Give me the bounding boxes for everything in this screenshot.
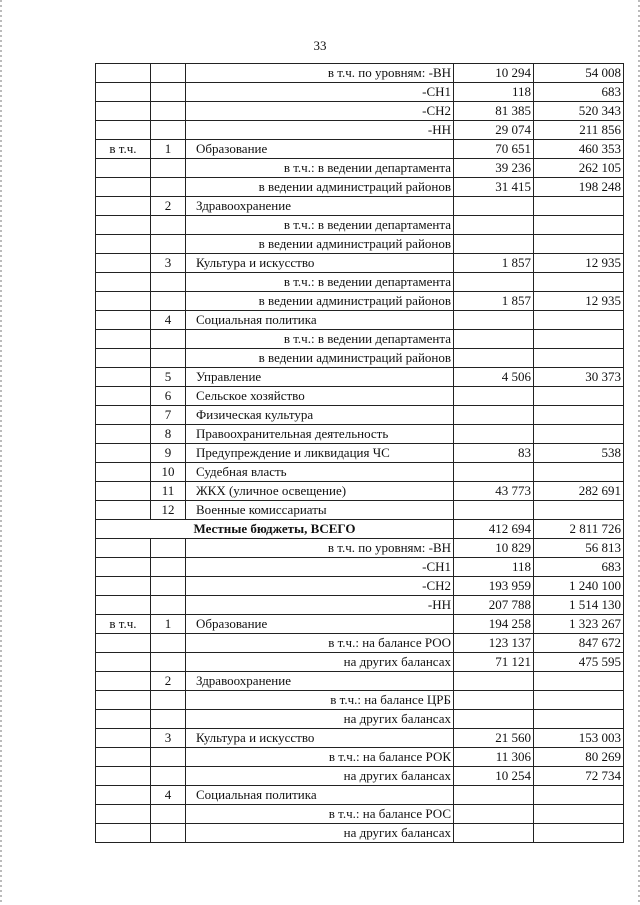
table-row xyxy=(96,767,624,786)
row-value-1 xyxy=(454,691,534,710)
row-number xyxy=(151,767,186,786)
row-label: Физическая культура xyxy=(186,406,454,425)
row-value-2: 262 105 xyxy=(534,159,624,178)
row-value-1: 193 959 xyxy=(454,577,534,596)
table-row xyxy=(96,83,624,102)
table-row xyxy=(96,596,624,615)
row-label: -СН2 xyxy=(186,577,454,596)
row-number xyxy=(151,121,186,140)
row-value-1: 10 294 xyxy=(454,64,534,83)
row-prefix xyxy=(96,425,151,444)
row-label: в ведении администраций районов xyxy=(186,178,454,197)
row-value-1 xyxy=(454,311,534,330)
table-row xyxy=(96,387,624,406)
table-row xyxy=(96,691,624,710)
row-value-2 xyxy=(534,387,624,406)
row-label: на других балансах xyxy=(186,710,454,729)
row-prefix xyxy=(96,121,151,140)
row-number xyxy=(151,83,186,102)
row-value-2 xyxy=(534,235,624,254)
table-row xyxy=(96,444,624,463)
row-value-2 xyxy=(534,501,624,520)
table-row xyxy=(96,368,624,387)
row-value-2: 460 353 xyxy=(534,140,624,159)
row-prefix xyxy=(96,539,151,558)
row-value-2 xyxy=(534,311,624,330)
table-row xyxy=(96,501,624,520)
row-value-1 xyxy=(454,273,534,292)
row-value-2: 12 935 xyxy=(534,292,624,311)
row-value-1: 83 xyxy=(454,444,534,463)
row-prefix xyxy=(96,254,151,273)
row-number: 4 xyxy=(151,311,186,330)
row-value-1: 10 829 xyxy=(454,539,534,558)
table-row xyxy=(96,710,624,729)
row-value-1: 1 857 xyxy=(454,254,534,273)
row-prefix xyxy=(96,64,151,83)
row-value-1: 412 694 xyxy=(454,520,534,539)
row-value-1: 207 788 xyxy=(454,596,534,615)
row-value-2 xyxy=(534,786,624,805)
row-value-1 xyxy=(454,672,534,691)
row-number xyxy=(151,539,186,558)
row-number: 6 xyxy=(151,387,186,406)
row-prefix xyxy=(96,501,151,520)
row-prefix xyxy=(96,672,151,691)
row-value-2: 683 xyxy=(534,558,624,577)
row-label: в т.ч. по уровням: -ВН xyxy=(186,539,454,558)
row-prefix xyxy=(96,748,151,767)
row-prefix xyxy=(96,577,151,596)
row-prefix xyxy=(96,805,151,824)
row-prefix xyxy=(96,463,151,482)
row-value-1 xyxy=(454,330,534,349)
table-row xyxy=(96,463,624,482)
row-value-2 xyxy=(534,805,624,824)
row-value-1: 118 xyxy=(454,558,534,577)
row-value-2 xyxy=(534,406,624,425)
row-label: Образование xyxy=(186,140,454,159)
row-prefix xyxy=(96,311,151,330)
row-value-2: 12 935 xyxy=(534,254,624,273)
row-value-2: 475 595 xyxy=(534,653,624,672)
row-value-1 xyxy=(454,406,534,425)
row-value-2: 282 691 xyxy=(534,482,624,501)
row-value-1 xyxy=(454,235,534,254)
row-value-1: 71 121 xyxy=(454,653,534,672)
table-row xyxy=(96,786,624,805)
row-prefix xyxy=(96,710,151,729)
row-prefix: в т.ч. xyxy=(96,140,151,159)
row-value-2 xyxy=(534,216,624,235)
table-row xyxy=(96,330,624,349)
row-label: Культура и искусство xyxy=(186,729,454,748)
row-number: 7 xyxy=(151,406,186,425)
row-prefix xyxy=(96,368,151,387)
row-value-1: 1 857 xyxy=(454,292,534,311)
row-prefix xyxy=(96,596,151,615)
table-row xyxy=(96,311,624,330)
row-label: Предупреждение и ликвидация ЧС xyxy=(186,444,454,463)
row-value-1 xyxy=(454,387,534,406)
row-value-1 xyxy=(454,824,534,843)
row-value-2 xyxy=(534,824,624,843)
row-number xyxy=(151,159,186,178)
row-value-1 xyxy=(454,349,534,368)
row-label: в т.ч.: в ведении департамента xyxy=(186,273,454,292)
row-prefix xyxy=(96,178,151,197)
row-number: 2 xyxy=(151,197,186,216)
row-number xyxy=(151,64,186,83)
row-label: на других балансах xyxy=(186,824,454,843)
row-value-2: 538 xyxy=(534,444,624,463)
row-number xyxy=(151,596,186,615)
row-number: 8 xyxy=(151,425,186,444)
table-row xyxy=(96,216,624,235)
table-row xyxy=(96,672,624,691)
row-number xyxy=(151,235,186,254)
row-value-1 xyxy=(454,501,534,520)
row-label: в т.ч.: в ведении департамента xyxy=(186,216,454,235)
row-prefix xyxy=(96,387,151,406)
row-number: 12 xyxy=(151,501,186,520)
row-number xyxy=(151,710,186,729)
row-value-2: 1 323 267 xyxy=(534,615,624,634)
row-prefix xyxy=(96,729,151,748)
row-number xyxy=(151,691,186,710)
row-label: -НН xyxy=(186,121,454,140)
row-prefix xyxy=(96,235,151,254)
row-value-2: 683 xyxy=(534,83,624,102)
row-prefix xyxy=(96,786,151,805)
row-value-1: 43 773 xyxy=(454,482,534,501)
row-number xyxy=(151,558,186,577)
row-value-2 xyxy=(534,463,624,482)
row-label: Социальная политика xyxy=(186,311,454,330)
row-number: 4 xyxy=(151,786,186,805)
row-value-2: 153 003 xyxy=(534,729,624,748)
row-value-1: 21 560 xyxy=(454,729,534,748)
row-number xyxy=(151,102,186,121)
table-row xyxy=(96,273,624,292)
table-row xyxy=(96,805,624,824)
row-number: 9 xyxy=(151,444,186,463)
row-prefix xyxy=(96,83,151,102)
row-prefix xyxy=(96,634,151,653)
table-row xyxy=(96,425,624,444)
table-row xyxy=(96,653,624,672)
row-label: Местные бюджеты, ВСЕГО xyxy=(96,520,454,539)
row-value-2 xyxy=(534,349,624,368)
row-prefix xyxy=(96,102,151,121)
table-row xyxy=(96,121,624,140)
row-number: 3 xyxy=(151,254,186,273)
row-value-1: 123 137 xyxy=(454,634,534,653)
row-label: в т.ч.: в ведении департамента xyxy=(186,159,454,178)
row-label: в ведении администраций районов xyxy=(186,292,454,311)
row-label: в ведении администраций районов xyxy=(186,235,454,254)
row-value-1: 11 306 xyxy=(454,748,534,767)
row-prefix xyxy=(96,273,151,292)
row-label: в т.ч.: на балансе РОС xyxy=(186,805,454,824)
row-label: на других балансах xyxy=(186,767,454,786)
table-row xyxy=(96,102,624,121)
row-value-1: 31 415 xyxy=(454,178,534,197)
row-value-2 xyxy=(534,672,624,691)
table-row xyxy=(96,729,624,748)
row-number xyxy=(151,805,186,824)
row-value-1 xyxy=(454,805,534,824)
row-label: Здравоохранение xyxy=(186,197,454,216)
table-row xyxy=(96,140,624,159)
row-value-2: 30 373 xyxy=(534,368,624,387)
row-value-2 xyxy=(534,710,624,729)
row-value-1: 194 258 xyxy=(454,615,534,634)
row-number: 5 xyxy=(151,368,186,387)
row-value-1 xyxy=(454,425,534,444)
table-row xyxy=(96,558,624,577)
row-label: Управление xyxy=(186,368,454,387)
row-prefix xyxy=(96,444,151,463)
row-prefix xyxy=(96,406,151,425)
row-value-2: 1 514 130 xyxy=(534,596,624,615)
row-label: -НН xyxy=(186,596,454,615)
row-number xyxy=(151,824,186,843)
row-value-2: 520 343 xyxy=(534,102,624,121)
row-value-2 xyxy=(534,273,624,292)
row-prefix xyxy=(96,330,151,349)
row-label: Социальная политика xyxy=(186,786,454,805)
table-row xyxy=(96,159,624,178)
table-row xyxy=(96,349,624,368)
row-value-2: 211 856 xyxy=(534,121,624,140)
row-number xyxy=(151,634,186,653)
row-label: в ведении администраций районов xyxy=(186,349,454,368)
row-value-2 xyxy=(534,197,624,216)
row-number: 1 xyxy=(151,140,186,159)
table-row xyxy=(96,748,624,767)
row-number xyxy=(151,292,186,311)
table-row xyxy=(96,178,624,197)
row-label: Здравоохранение xyxy=(186,672,454,691)
row-label: Образование xyxy=(186,615,454,634)
row-prefix xyxy=(96,558,151,577)
row-value-2 xyxy=(534,425,624,444)
row-prefix: в т.ч. xyxy=(96,615,151,634)
row-label: в т.ч. по уровням: -ВН xyxy=(186,64,454,83)
row-label: Правоохранительная деятельность xyxy=(186,425,454,444)
row-value-1: 118 xyxy=(454,83,534,102)
row-prefix xyxy=(96,216,151,235)
row-label: -СН1 xyxy=(186,558,454,577)
row-value-1 xyxy=(454,216,534,235)
row-number xyxy=(151,349,186,368)
row-prefix xyxy=(96,292,151,311)
row-label: Военные комиссариаты xyxy=(186,501,454,520)
table-row xyxy=(96,254,624,273)
row-label: в т.ч.: на балансе РОК xyxy=(186,748,454,767)
row-value-2: 56 813 xyxy=(534,539,624,558)
row-label: в т.ч.: на балансе ЦРБ xyxy=(186,691,454,710)
budget-table xyxy=(95,63,624,843)
row-number: 1 xyxy=(151,615,186,634)
row-number: 3 xyxy=(151,729,186,748)
row-label: Культура и искусство xyxy=(186,254,454,273)
row-prefix xyxy=(96,349,151,368)
row-label: -СН2 xyxy=(186,102,454,121)
row-number: 2 xyxy=(151,672,186,691)
row-value-2: 198 248 xyxy=(534,178,624,197)
row-value-1: 81 385 xyxy=(454,102,534,121)
row-prefix xyxy=(96,482,151,501)
table-total-row xyxy=(96,520,624,539)
row-prefix xyxy=(96,653,151,672)
table-row xyxy=(96,197,624,216)
row-value-2: 2 811 726 xyxy=(534,520,624,539)
row-value-1: 39 236 xyxy=(454,159,534,178)
row-prefix xyxy=(96,767,151,786)
table-row xyxy=(96,482,624,501)
row-value-1 xyxy=(454,197,534,216)
row-value-2: 54 008 xyxy=(534,64,624,83)
row-number: 11 xyxy=(151,482,186,501)
row-number xyxy=(151,748,186,767)
table-row xyxy=(96,577,624,596)
row-value-1: 10 254 xyxy=(454,767,534,786)
scan-edge-left xyxy=(0,0,2,905)
row-value-2: 80 269 xyxy=(534,748,624,767)
table-row xyxy=(96,615,624,634)
row-value-1: 70 651 xyxy=(454,140,534,159)
table-row xyxy=(96,406,624,425)
row-number xyxy=(151,653,186,672)
row-value-1: 29 074 xyxy=(454,121,534,140)
table-row xyxy=(96,634,624,653)
row-number xyxy=(151,273,186,292)
table-row xyxy=(96,824,624,843)
row-value-1 xyxy=(454,710,534,729)
row-number xyxy=(151,216,186,235)
row-label: Сельское хозяйство xyxy=(186,387,454,406)
row-prefix xyxy=(96,824,151,843)
row-value-1 xyxy=(454,786,534,805)
row-value-2: 72 734 xyxy=(534,767,624,786)
table-row xyxy=(96,235,624,254)
row-value-2: 1 240 100 xyxy=(534,577,624,596)
row-value-2 xyxy=(534,691,624,710)
row-label: на других балансах xyxy=(186,653,454,672)
row-value-2: 847 672 xyxy=(534,634,624,653)
row-number xyxy=(151,178,186,197)
table-row xyxy=(96,292,624,311)
row-value-1 xyxy=(454,463,534,482)
row-number xyxy=(151,330,186,349)
row-prefix xyxy=(96,197,151,216)
row-value-1: 4 506 xyxy=(454,368,534,387)
row-label: в т.ч.: в ведении департамента xyxy=(186,330,454,349)
row-label: Судебная власть xyxy=(186,463,454,482)
row-label: -СН1 xyxy=(186,83,454,102)
row-value-2 xyxy=(534,330,624,349)
table-row xyxy=(96,64,624,83)
row-prefix xyxy=(96,159,151,178)
row-prefix xyxy=(96,691,151,710)
row-label: в т.ч.: на балансе РОО xyxy=(186,634,454,653)
page-number: 33 xyxy=(313,38,327,53)
row-number xyxy=(151,577,186,596)
row-label: ЖКХ (уличное освещение) xyxy=(186,482,454,501)
budget-table-body xyxy=(96,64,624,843)
row-number: 10 xyxy=(151,463,186,482)
table-row xyxy=(96,539,624,558)
